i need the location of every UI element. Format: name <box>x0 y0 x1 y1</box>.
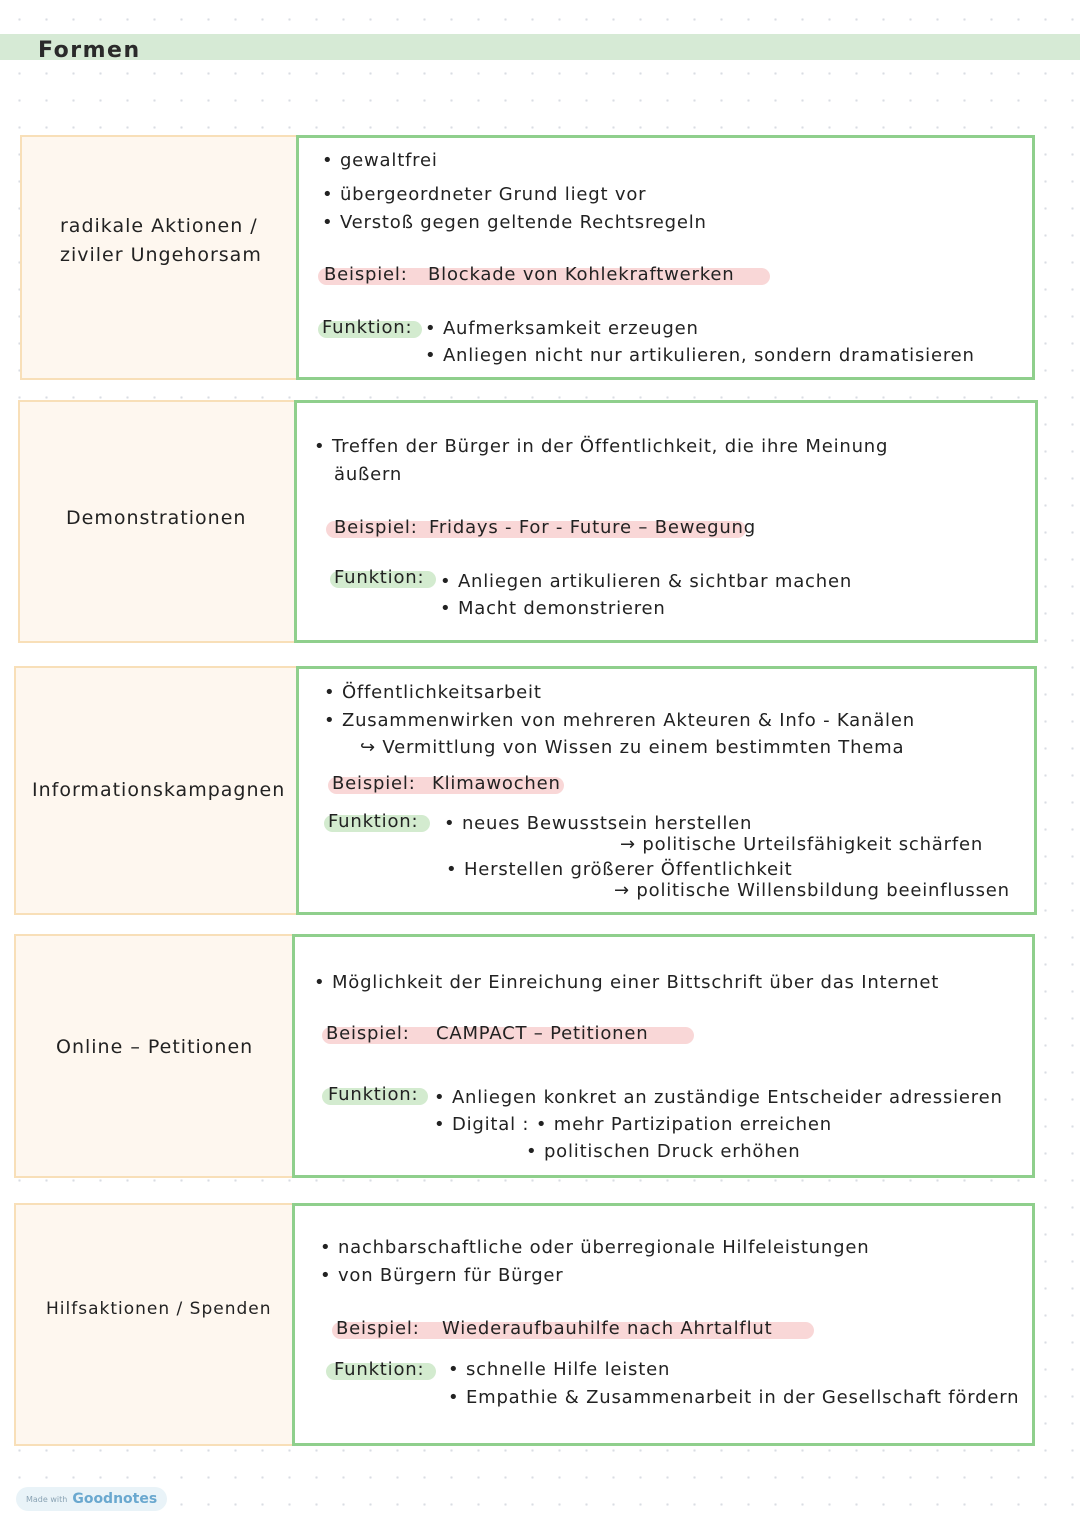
section-5-function-label: Funktion: <box>334 1359 425 1380</box>
section-3-bullet-3: ↪ Vermittlung von Wissen zu einem bestimmten Thema <box>360 737 905 758</box>
section-1-function-1: • Aufmerksamkeit erzeugen <box>425 318 699 339</box>
section-3-bullet-2: • Zusammenwirken von mehreren Akteuren & Info - Kanälen <box>324 710 915 731</box>
section-1-bullet-1: • gewaltfrei <box>322 150 438 171</box>
section-4-example-label: Beispiel: <box>326 1023 410 1044</box>
section-5-label-line-1: Hilfsaktionen / Spenden <box>46 1299 272 1319</box>
section-1-label-line-2: ziviler Ungehorsam <box>60 244 262 266</box>
made-with-text: Made with <box>26 1494 68 1504</box>
section-5-example-label: Beispiel: <box>336 1318 420 1339</box>
section-2-bullet-2: äußern <box>334 464 403 485</box>
section-1-function-label: Funktion: <box>322 317 413 338</box>
section-3-example-text: Klimawochen <box>432 773 561 794</box>
section-2-example-text: Fridays - For - Future – Bewegung <box>429 517 756 538</box>
section-3-label-line-1: Informationskampagnen <box>32 779 286 801</box>
section-4-example-text: CAMPACT – Petitionen <box>436 1023 649 1044</box>
section-5-example-text: Wiederaufbauhilfe nach Ahrtalflut <box>442 1318 773 1339</box>
section-4-function-2: • Digital : • mehr Partizipation erreichen <box>434 1114 832 1135</box>
section-3-function-4: → politische Willensbildung beeinflussen <box>614 880 1010 901</box>
section-4-function-label: Funktion: <box>328 1084 419 1105</box>
section-2-function-1: • Anliegen artikulieren & sichtbar machen <box>440 571 853 592</box>
section-1-bullet-2: • übergeordneter Grund liegt vor <box>322 184 647 205</box>
page-title: Formen <box>38 38 141 63</box>
section-1-label-line-1: radikale Aktionen / <box>60 215 258 237</box>
section-5-bullet-1: • nachbarschaftliche oder überregionale Hilfeleistungen <box>320 1237 870 1258</box>
section-3-function-2: → politische Urteilsfähigkeit schärfen <box>620 834 984 855</box>
section-2-label-line-1: Demonstrationen <box>66 507 247 529</box>
title-bar <box>0 34 1080 60</box>
section-1-example-text: Blockade von Kohlekraftwerken <box>428 264 735 285</box>
section-2-function-2: • Macht demonstrieren <box>440 598 666 619</box>
section-5-function-1: • schnelle Hilfe leisten <box>448 1359 671 1380</box>
section-3-function-3: • Herstellen größerer Öffentlichkeit <box>446 859 793 880</box>
section-3-function-1: • neues Bewusstsein herstellen <box>444 813 753 834</box>
section-5-bullet-2: • von Bürgern für Bürger <box>320 1265 564 1286</box>
section-3-function-label: Funktion: <box>328 811 419 832</box>
section-4-function-3: • politischen Druck erhöhen <box>526 1141 801 1162</box>
section-2-bullet-1: • Treffen der Bürger in der Öffentlichkeit, die ihre Meinung <box>314 436 889 457</box>
section-1-example-label: Beispiel: <box>324 264 408 285</box>
section-2-example-label: Beispiel: <box>334 517 418 538</box>
section-4-label-line-1: Online – Petitionen <box>56 1036 254 1058</box>
section-3-bullet-1: • Öffentlichkeitsarbeit <box>324 682 542 703</box>
section-4-bullet-1: • Möglichkeit der Einreichung einer Bittschrift über das Internet <box>314 972 940 993</box>
section-2-function-label: Funktion: <box>334 567 425 588</box>
section-3-example-label: Beispiel: <box>332 773 416 794</box>
section-4-function-1: • Anliegen konkret an zuständige Entscheider adressieren <box>434 1087 1003 1108</box>
section-1-function-2: • Anliegen nicht nur artikulieren, sondern dramatisieren <box>425 345 975 366</box>
section-1-bullet-3: • Verstoß gegen geltende Rechtsregeln <box>322 212 707 233</box>
section-5-label-box <box>14 1203 296 1446</box>
goodnotes-badge <box>16 1487 167 1511</box>
section-1-content-box <box>296 135 1035 380</box>
section-5-function-2: • Empathie & Zusammenarbeit in der Gesellschaft fördern <box>448 1387 1020 1408</box>
goodnotes-brand: Goodnotes <box>72 1491 158 1507</box>
